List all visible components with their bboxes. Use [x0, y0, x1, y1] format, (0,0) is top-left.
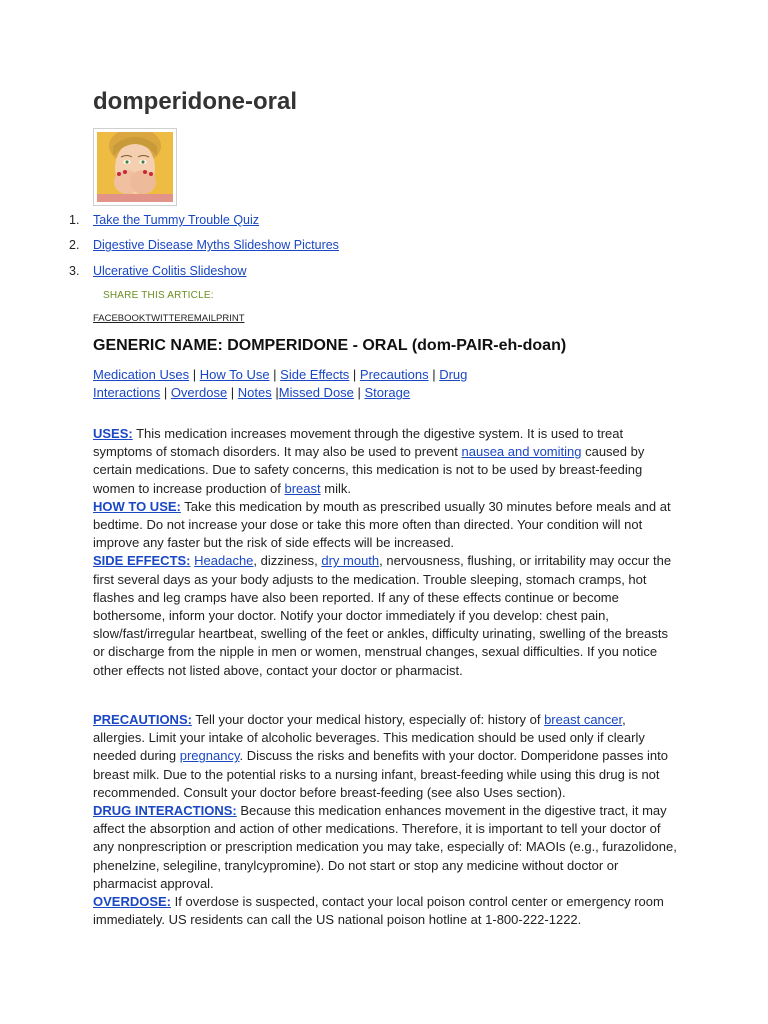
woman-covering-mouth-image [97, 132, 173, 202]
toc-missed-dose-link[interactable]: Missed Dose [278, 385, 354, 401]
toc-drug-interactions-link-part2[interactable]: Interactions [93, 385, 161, 401]
toc-separator: | [353, 385, 365, 401]
breast-cancer-link[interactable]: breast cancer [544, 712, 623, 727]
nausea-vomiting-link[interactable]: nausea and vomiting [461, 444, 582, 460]
toc-separator: | [349, 367, 360, 382]
overdose-text: If overdose is suspected, contact your local poison control center or emergency room immediately. US residents can call the US national poison hotline at 1-800-222-1222. [93, 894, 664, 928]
toc-drug-interactions-link-part1[interactable]: Drug [439, 367, 468, 382]
digestive-myths-slideshow-link[interactable]: Digestive Disease Myths Slideshow Pictures [93, 238, 339, 253]
generic-name-heading: GENERIC NAME: DOMPERIDONE - ORAL (dom-PAIR-eh-doan) [93, 337, 567, 354]
how-to-use-heading-link[interactable]: HOW TO USE: [93, 498, 181, 514]
uses-paragraph [93, 425, 679, 498]
drug-interactions-paragraph [93, 802, 679, 893]
uses-heading-link[interactable]: USES: [93, 426, 133, 441]
pregnancy-link[interactable]: pregnancy [179, 748, 240, 764]
list-number: 1. [69, 213, 80, 227]
uses-text: caused by certain medications. Due to safety concerns, this medication is not to be used by breast-feeding women to increase production of [93, 444, 645, 496]
page-title: domperidone-oral [93, 88, 298, 115]
precautions-heading-link[interactable]: PRECAUTIONS: [93, 712, 192, 727]
how-to-use-paragraph [93, 498, 679, 553]
uses-text: milk. [320, 480, 351, 496]
drug-interactions-text: Because this medication enhances movement in the digestive tract, it may affect the absorption and action of other medications. Therefore, it is important to tell your doctor of any nonprescription or prescription medication you may take, especially of: MAOIs (e.g., furazolidone, phenelzine, selegiline, tranylcypromine). Do not start or stop any medicine without doctor or pharmacist approval. [93, 803, 677, 891]
related-links-list [69, 212, 339, 288]
list-item [69, 212, 339, 237]
share-label: SHARE THIS ARTICLE: [103, 290, 214, 301]
facebook-link[interactable]: FACEBOOK [93, 313, 146, 324]
list-item [69, 237, 339, 262]
precautions-text: Tell your doctor your medical history, especially of: history of [191, 712, 545, 727]
toc-separator: | [189, 367, 200, 382]
overdose-heading-link[interactable]: OVERDOSE: [93, 894, 172, 910]
breast-link[interactable]: breast [284, 480, 321, 496]
toc-storage-link[interactable]: Storage [364, 385, 411, 401]
article-image [93, 128, 177, 206]
how-to-use-text: Take this medication by mouth as prescribed usually 30 minutes before meals and at bedtime. Do not increase your dose or take this more often than directed. Your condition will not improve any faster but the risk of side effects will be increased. [93, 498, 671, 551]
social-share-links [93, 313, 245, 324]
twitter-link[interactable]: TWITTER [145, 313, 188, 324]
toc-separator: | [160, 385, 171, 401]
headache-link[interactable]: Headache [194, 553, 254, 569]
dry-mouth-link[interactable]: dry mouth [321, 553, 380, 569]
toc-separator: | [269, 367, 281, 382]
side-effects-paragraph [93, 552, 679, 679]
toc-precautions-link[interactable]: Precautions [359, 367, 429, 382]
side-effects-text: , nervousness, flushing, or irritability may occur the first several days as your body adjusts to the medication. Trouble sleeping, stomach cramps, hot flashes and leg cramps have also been reported. If any of these effects continue or become bothersome, inform your doctor. Notify your doctor immediately if you develop: chest pain, slow/fast/irregular heartbeat, swelling of the feet or ankles, difficulty urinating, swelling of the breasts or discharge from the nipple in men or women, menstrual changes, sexual difficulties. If you notice other effects not listed above, contact your doctor or pharmacist. [93, 553, 672, 678]
print-link[interactable]: PRINT [216, 313, 245, 324]
article-body-part1 [93, 425, 679, 680]
precautions-text: , allergies. Limit your intake of alcoholic beverages. This medication should be used only if clearly needed during [93, 712, 645, 764]
toc-medication-uses-link[interactable]: Medication Uses [93, 367, 190, 382]
side-effects-heading-link[interactable]: SIDE EFFECTS: [93, 553, 191, 569]
precautions-paragraph [93, 711, 679, 802]
section-nav [93, 366, 523, 403]
list-number: 3. [69, 263, 80, 278]
toc-separator: | [227, 385, 238, 401]
overdose-paragraph [93, 893, 679, 929]
toc-separator: | [428, 367, 440, 382]
email-link[interactable]: EMAIL [187, 313, 216, 324]
toc-separator: | [271, 385, 279, 401]
ulcerative-colitis-slideshow-link[interactable]: Ulcerative Colitis Slideshow [93, 263, 247, 278]
toc-how-to-use-link[interactable]: How To Use [199, 367, 270, 382]
precautions-text: . Discuss the risks and benefits with your doctor. Domperidone passes into breast milk. Due to the potential risks to a nursing infant, breast-feeding while using this drug is not recommended. Consult your doctor before breast-feeding (see also Uses section). [93, 748, 668, 800]
toc-overdose-link[interactable]: Overdose [170, 385, 228, 401]
article-body-part2 [93, 711, 679, 929]
toc-side-effects-link[interactable]: Side Effects [280, 367, 350, 382]
uses-text: This medication increases movement through the digestive system. It is used to treat symptoms of stomach disorders. It may also be used to prevent [93, 426, 624, 460]
list-number: 2. [69, 238, 80, 253]
drug-interactions-heading-link[interactable]: DRUG INTERACTIONS: [93, 803, 237, 819]
toc-notes-link[interactable]: Notes [237, 385, 272, 401]
tummy-trouble-quiz-link[interactable]: Take the Tummy Trouble Quiz [93, 213, 260, 227]
list-item [69, 263, 339, 288]
side-effects-text: , dizziness, [253, 553, 322, 569]
